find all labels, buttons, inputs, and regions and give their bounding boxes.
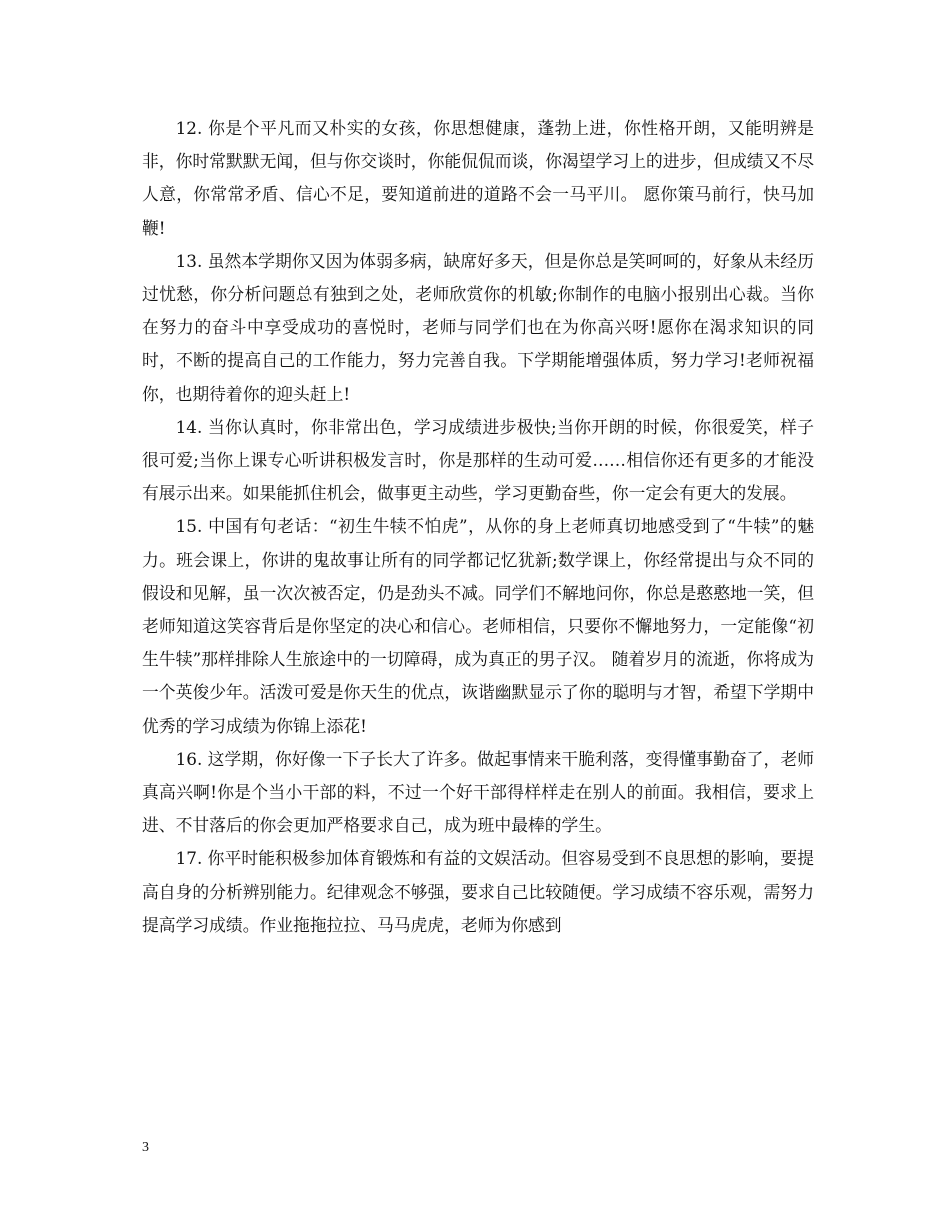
- paragraph-17: 17. 你平时能积极参加体育锻炼和有益的文娱活动。但容易受到不良思想的影响，要提高自身的分析辨别能力。纪律观念不够强，要求自己比较随便。学习成绩不容乐观，需努力提高学习成绩。作业拖拖拉拉、马马虎虎，老师为你感到: [142, 848, 814, 935]
- paragraph-16: 16. 这学期，你好像一下子长大了许多。做起事情来干脆利落，变得懂事勤奋了，老师真高兴啊!你是个当小干部的料，不过一个好干部得样样走在别人的前面。我相信，要求上进、不甘落后的你会更加严格要求自己，成为班中最棒的学生。: [142, 748, 814, 836]
- paragraph-12: 12. 你是个平凡而又朴实的女孩，你思想健康，蓬勃上进，你性格开朗，又能明辨是非，你时常默默无闻，但与你交谈时，你能侃侃而谈，你渴望学习上的进步，但成绩又不尽人意，你常常矛盾、信心不足，要知道前进的道路不会一马平川。 愿你策马前行，快马加鞭!: [142, 118, 814, 238]
- paragraph-15: 15. 中国有句老话：“初生牛犊不怕虎”，从你的身上老师真切地感受到了“牛犊”的魅力。班会课上，你讲的鬼故事让所有的同学都记忆犹新;数学课上，你经常提出与众不同的假设和见解，虽一次次被否定，仍是劲头不减。同学们不解地问你，你总是憨憨地一笑，但老师知道这笑容背后是你坚定的决心和信心。老师相信，只要你不懈地努力，一定能像“初生牛犊”那样排除人生旅途中的一切障碍，成为真正的男子汉。 随着岁月的流逝，你将成为一个英俊少年。活泼可爱是你天生的优点，诙谐幽默显示了你的聪明与才智，希望下学期中优秀的学习成绩为你锦上添花!: [142, 516, 814, 736]
- paragraph-13: 13. 虽然本学期你又因为体弱多病，缺席好多天，但是你总是笑呵呵的，好象从未经历过忧愁，你分析问题总有独到之处，老师欣赏你的机敏;你制作的电脑小报别出心裁。当你在努力的奋斗中享受成功的喜悦时，老师与同学们也在为你高兴呀!愿你在渴求知识的同时，不断的提高自己的工作能力，努力完善自我。下学期能增强体质，努力学习!老师祝福你，也期待着你的迎头赶上!: [142, 250, 814, 404]
- paragraph-14: 14. 当你认真时，你非常出色，学习成绩进步极快;当你开朗的时候，你很爱笑，样子很可爱;当你上课专心听讲积极发言时，你是那样的生动可爱……相信你还有更多的才能没有展示出来。如果能抓住机会，做事更主动些，学习更勤奋些，你一定会有更大的发展。: [142, 416, 814, 504]
- document-body: [142, 112, 814, 942]
- page-number: 3: [142, 1140, 149, 1155]
